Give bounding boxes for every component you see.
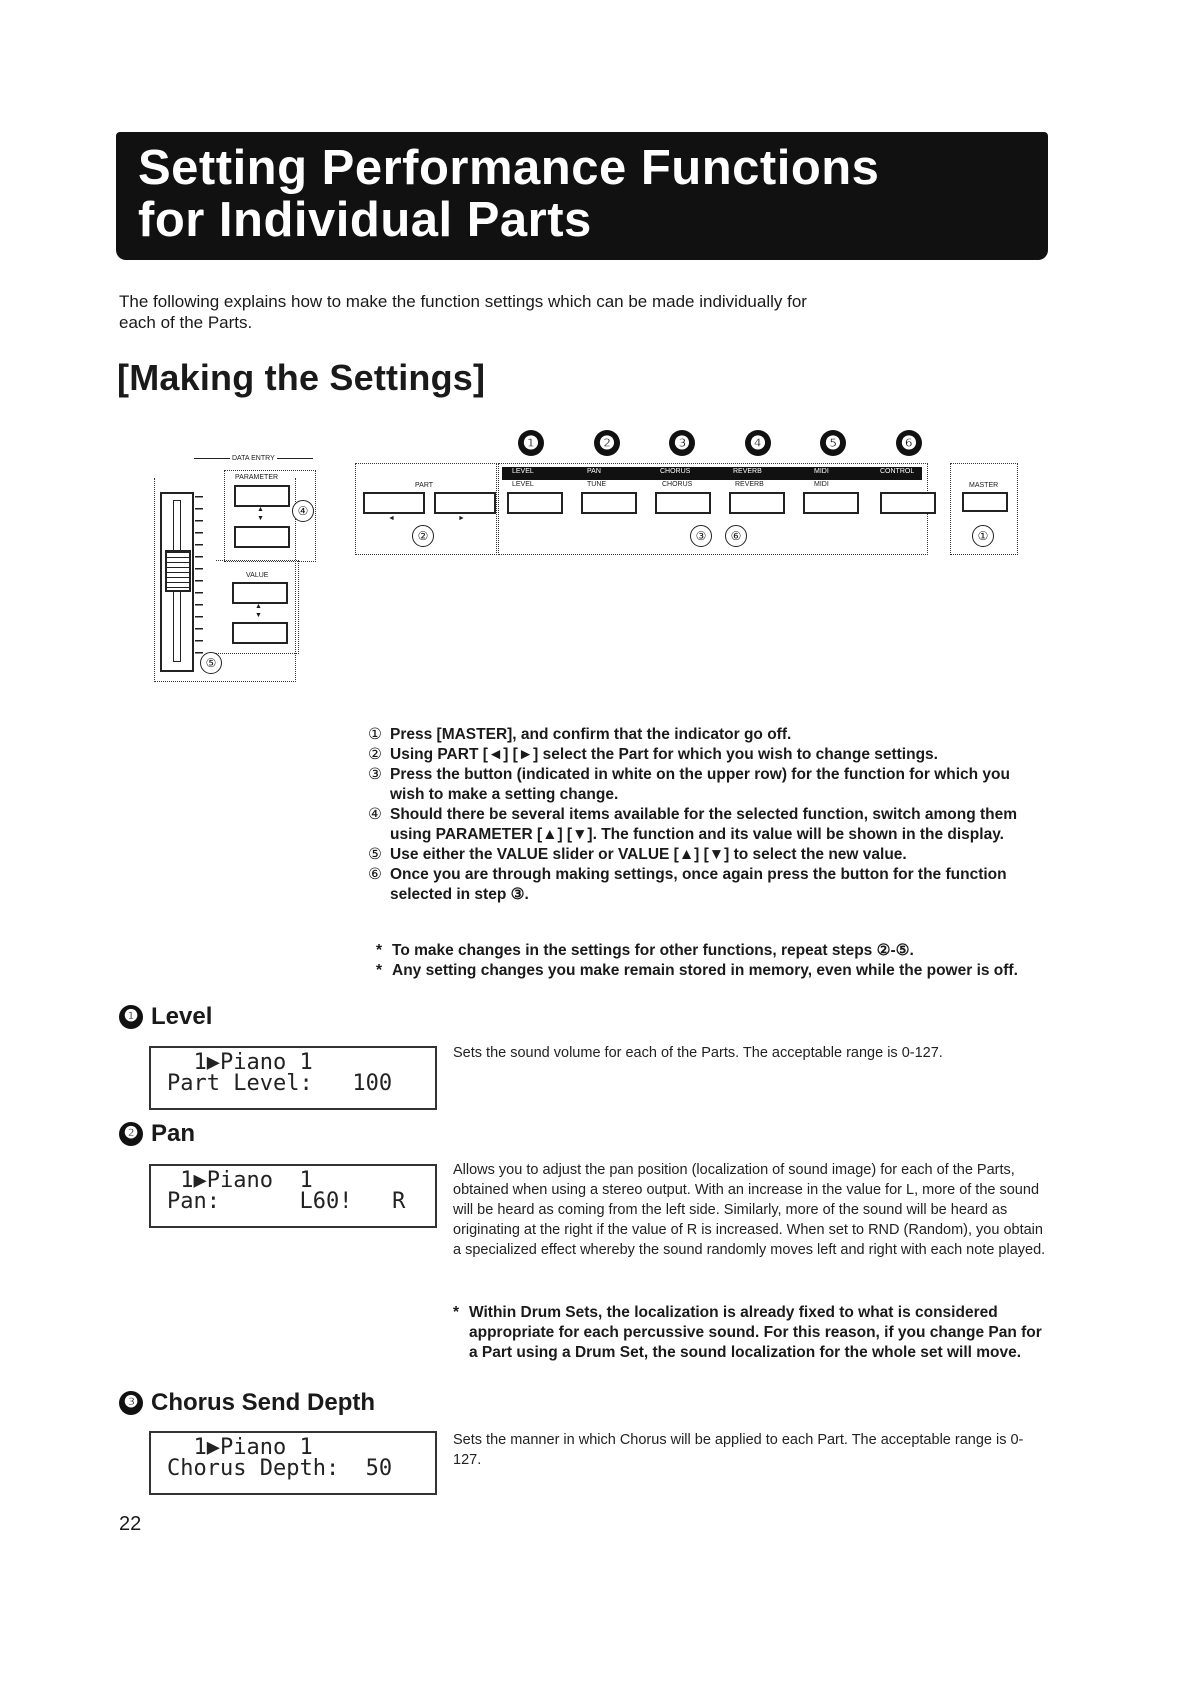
step-item: ⑤ Use either the VALUE slider or VALUE [▲] [▼] to select the new value. <box>368 846 907 863</box>
upper-label-pan: PAN <box>587 468 601 475</box>
badge-1: ❶ <box>518 430 544 456</box>
pan-number: ❷ <box>119 1122 143 1146</box>
upper-label-midi: MIDI <box>814 468 829 475</box>
function-button-2[interactable] <box>581 492 637 514</box>
panel-diagram <box>150 430 1050 700</box>
up-arrow-icon: ▲ <box>257 506 264 513</box>
badge-4: ❹ <box>745 430 771 456</box>
upper-row-strip <box>502 467 922 480</box>
step-item: ③ Press the button (indicated in white on the upper row) for the function for which you wish to make a setting change. <box>368 766 1010 803</box>
chorus-heading: ❸ Chorus Send Depth <box>119 1389 375 1417</box>
step-item: ④ Should there be several items available for the selected function, switch among them using PARAMETER [▲] [▼]. The function and its value will be shown in the display. <box>368 806 1018 843</box>
down-arrow-icon: ▼ <box>257 515 264 522</box>
page-number: 22 <box>119 1513 142 1535</box>
level-heading: ❶ Level <box>119 1003 212 1031</box>
level-lcd-display: 1▶Piano 1 Part Level: 100 <box>149 1046 437 1110</box>
lower-label-midi: MIDI <box>814 481 829 488</box>
value-up-button[interactable] <box>232 582 288 604</box>
up-arrow-icon: ▲ <box>255 603 262 610</box>
master-button[interactable] <box>962 492 1008 512</box>
part-right-button[interactable] <box>434 492 496 514</box>
badge-3: ❸ <box>669 430 695 456</box>
lower-label-tune: TUNE <box>587 481 607 488</box>
step-item: ⑥ Once you are through making settings, once again press the button for the function selected in step ③. <box>368 866 1007 903</box>
slider-scale <box>195 496 203 656</box>
upper-label-control: CONTROL <box>880 468 915 475</box>
intro-text: The following explains how to make the function settings which can be made individually for each of the Parts. <box>119 292 807 332</box>
master-label: MASTER <box>969 482 999 489</box>
part-left-button[interactable] <box>363 492 425 514</box>
parameter-label: PARAMETER <box>235 474 279 481</box>
badge-2: ❷ <box>594 430 620 456</box>
callout-5: ⑤ <box>200 652 222 674</box>
upper-label-level: LEVEL <box>512 468 534 475</box>
down-arrow-icon: ▼ <box>255 612 262 619</box>
step-item: ① Press [MASTER], and confirm that the indicator go off. <box>368 726 792 743</box>
chorus-lcd-display: 1▶Piano 1 Chorus Depth: 50 <box>149 1431 437 1495</box>
callout-6: ⑥ <box>725 525 747 547</box>
pan-description: Allows you to adjust the pan position (localization of sound image) for each of the Parts, obtained when using a stereo output. With an increase in the value for L, more of the sound will be heard as coming from the left side. Similarly, more of the sound will be heard as originating at the right if the value of R is increased. When set to RND (Random), you obtain a specialized effect whereby the sound randomly moves left and right with each note played. <box>453 1162 1046 1258</box>
part-label: PART <box>415 482 434 489</box>
value-label: VALUE <box>246 572 269 579</box>
callout-4: ④ <box>292 500 314 522</box>
note-item: * To make changes in the settings for other functions, repeat steps ②-⑤. <box>376 942 914 959</box>
left-arrow-icon: ◄ <box>388 515 395 522</box>
lower-label-level: LEVEL <box>512 481 534 488</box>
chorus-description: Sets the manner in which Chorus will be applied to each Part. The acceptable range is 0-127. <box>453 1432 1024 1468</box>
notes-list <box>376 941 1048 981</box>
pan-note: * Within Drum Sets, the localization is already fixed to what is considered appropriate for each percussive sound. For this reason, if you change Pan for a Part using a Drum Set, the sound localization for the whole set will move. <box>453 1304 1042 1361</box>
function-button-3[interactable] <box>655 492 711 514</box>
badge-5: ❺ <box>820 430 846 456</box>
right-arrow-icon: ► <box>458 515 465 522</box>
level-description: Sets the sound volume for each of the Parts. The acceptable range is 0-127. <box>453 1045 943 1061</box>
page-title: Setting Performance Functions for Individual Parts <box>138 141 880 247</box>
section-heading: [Making the Settings] <box>117 357 486 398</box>
value-down-button[interactable] <box>232 622 288 644</box>
function-button-5[interactable] <box>803 492 859 514</box>
lower-label-chorus: CHORUS <box>662 481 693 488</box>
steps-list <box>368 725 1048 905</box>
lower-label-reverb: REVERB <box>735 481 764 488</box>
function-button-6[interactable] <box>880 492 936 514</box>
callout-2: ② <box>412 525 434 547</box>
upper-label-reverb: REVERB <box>733 468 762 475</box>
level-number: ❶ <box>119 1005 143 1029</box>
chorus-number: ❸ <box>119 1391 143 1415</box>
value-slider[interactable] <box>160 492 194 672</box>
function-button-1[interactable] <box>507 492 563 514</box>
step-item: ② Using PART [◄] [►] select the Part for which you wish to change settings. <box>368 746 938 763</box>
function-button-4[interactable] <box>729 492 785 514</box>
data-entry-label: DATA ENTRY <box>194 455 313 462</box>
parameter-up-button[interactable] <box>234 485 290 507</box>
note-item: * Any setting changes you make remain stored in memory, even while the power is off. <box>376 962 1018 979</box>
callout-3: ③ <box>690 525 712 547</box>
parameter-down-button[interactable] <box>234 526 290 548</box>
callout-1: ① <box>972 525 994 547</box>
pan-heading: ❷ Pan <box>119 1120 195 1148</box>
upper-label-chorus: CHORUS <box>660 468 691 475</box>
badge-6: ❻ <box>896 430 922 456</box>
pan-lcd-display: 1▶Piano 1 Pan: L60! R <box>149 1164 437 1228</box>
